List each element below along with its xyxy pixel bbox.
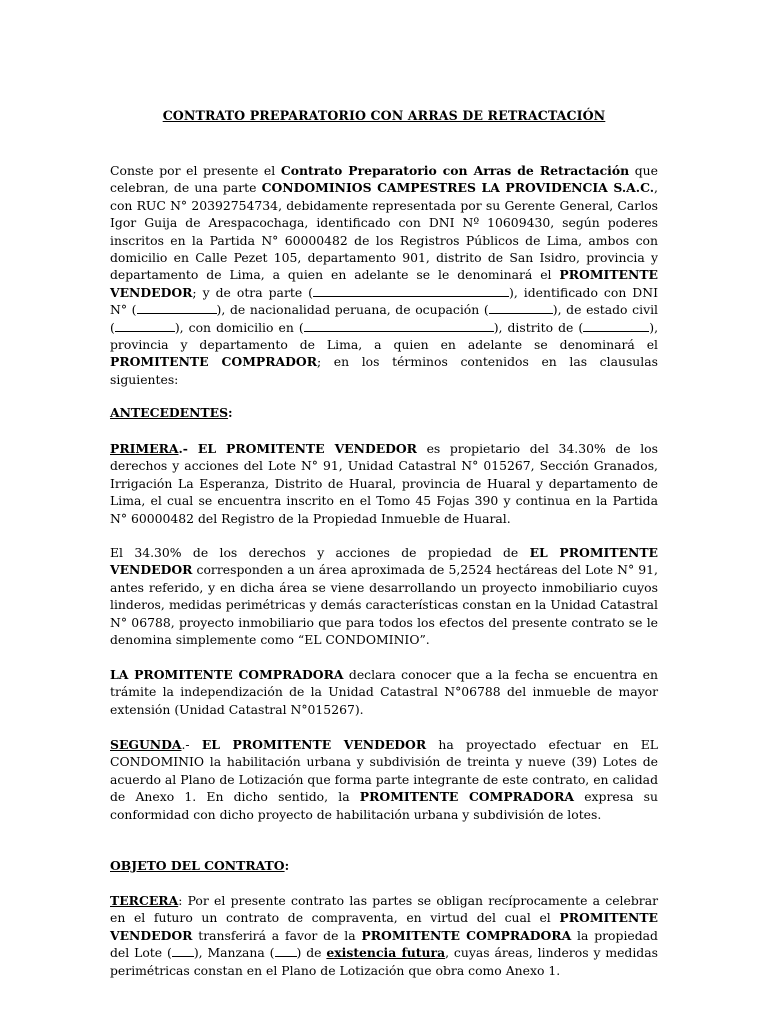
manzana-blank xyxy=(275,945,297,957)
clause-primera: PRIMERA.- EL PROMITENTE VENDEDOR es propietario del 34.30% de los derechos y acciones del Lote N° 91, Unidad Catastral N° 015267, Sección Granados, Irrigación La Esperanza, Distrito de Huaral, provincia de Huaral y departamento de Lima, el cual se encuentra inscrito en el Tomo 45 Fojas 390 y continua en la Partida N° 60000482 del Registro de la Propiedad Inmueble de Huaral. xyxy=(110,441,658,526)
dni-blank xyxy=(137,302,217,314)
lote-blank xyxy=(172,945,194,957)
intro-paragraph: Conste por el presente el Contrato Preparatorio con Arras de Retractación que celebran, de una parte CONDOMINIOS CAMPESTRES LA PROVIDENCIA S.A.C., con RUC N° 20392754734, debidamente representada por su Gerente General, Carlos Igor Guija de Arespacochaga, identificado con DNI Nº 10609430, según poderes inscritos en la Partida N° 60000482 de los Registros Públicos de Lima, ambos con domicilio en Calle Pezet 105, departamento 901, distrito de San Isidro, provincia y departamento de Lima, a quien en adelante se le denominará el PROMITENTE VENDEDOR; y de otra parte ( ), identificado con DNI N° ( ), de nacionalidad peruana, de ocupación ( ), de estado civil ( ), con domicilio en ( ), distrito de ( ), provincia y departamento de Lima, a quien en adelante se denominará el PROMITENTE COMPRADOR; en los términos contenidos en las clausulas siguientes: xyxy=(110,163,659,387)
district-blank xyxy=(583,320,649,332)
name-blank xyxy=(313,285,509,297)
clause-segunda: SEGUNDA.- EL PROMITENTE VENDEDOR ha proyectado efectuar en EL CONDOMINIO la habilitación urbana y subdivisión de treinta y nueve (39) Lotes de acuerdo al Plano de Lotización que forma parte integrante de este contrato, en calidad de Anexo 1. En dicho sentido, la PROMITENTE COMPRADORA expresa su conformidad con dicho proyecto de habilitación urbana y subdivisión de lotes. xyxy=(110,737,658,822)
clause-tercera: TERCERA: Por el presente contrato las partes se obligan recíprocamente a celebrar en el futuro un contrato de compraventa, en virtud del cual el PROMITENTE VENDEDOR transferirá a favor de la PROMITENTE COMPRADORA la propiedad del Lote ( ), Manzana ( ) de existencia futura, cuyas áreas, linderos y medidas perimétricas constan en el Plano de Lotización que obra como Anexo 1. xyxy=(110,893,658,978)
occupation-blank xyxy=(489,302,553,314)
antecedentes-heading: ANTECEDENTES: xyxy=(110,405,233,420)
document-title: CONTRATO PREPARATORIO CON ARRAS DE RETRACTACIÓN xyxy=(162,108,606,123)
paragraph-area: El 34.30% de los derechos y acciones de propiedad de EL PROMITENTE VENDEDOR corresponden a un área aproximada de 5,2524 hectáreas del Lote N° 91, antes referido, y en dicha área se viene desarrollando un proyecto inmobiliario cuyos linderos, medidas perimétricas y demás características constan en la Unidad Catastral N° 06788, proyecto inmobiliario que para todos los efectos del presente contrato se le denomina simplemente como “EL CONDOMINIO”. xyxy=(110,545,659,648)
paragraph-independizacion: LA PROMITENTE COMPRADORA declara conocer que a la fecha se encuentra en trámite la independización de la Unidad Catastral N°06788 del inmueble de mayor extensión (Unidad Catastral N°015267). xyxy=(110,667,658,717)
civil-status-blank xyxy=(115,320,175,332)
address-blank xyxy=(304,320,494,332)
objeto-heading: OBJETO DEL CONTRATO: xyxy=(110,858,290,873)
